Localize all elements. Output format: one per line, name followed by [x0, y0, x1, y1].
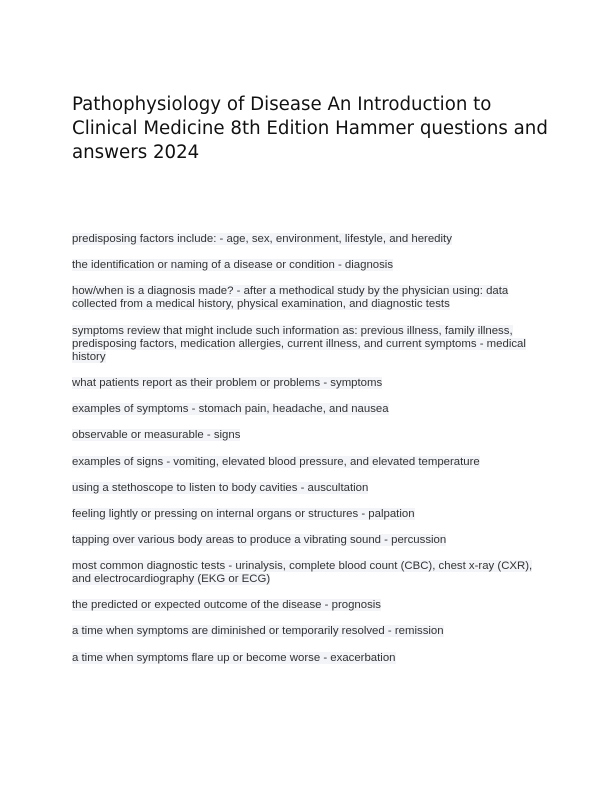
qa-item — [72, 377, 547, 390]
qa-item — [72, 625, 547, 638]
qa-item — [72, 560, 547, 587]
qa-text: the predicted or expected outcome of the disease - prognosis — [72, 599, 381, 612]
qa-text: a time when symptoms flare up or become worse - exacerbation — [72, 651, 396, 664]
qa-item — [72, 233, 547, 246]
qa-text: a time when symptoms are diminished or temporarily resolved - remission — [72, 625, 444, 638]
qa-text: observable or measurable - signs — [72, 429, 241, 442]
qa-text: most common diagnostic tests - urinalysis, complete blood count (CBC), chest x-ray (CXR), and electrocardiography (EKG or ECG) — [72, 559, 533, 586]
qa-text: examples of signs - vomiting, elevated blood pressure, and elevated temperature — [72, 455, 480, 468]
qa-text: predisposing factors include: - age, sex, environment, lifestyle, and heredity — [72, 233, 452, 245]
qa-item — [72, 325, 547, 365]
qa-list — [72, 233, 547, 678]
qa-text: what patients report as their problem or problems - symptoms — [72, 377, 383, 390]
qa-text: symptoms review that might include such information as: previous illness, family illness, predisposing factors, medication allergies, current illness, and current symptoms - medical history — [72, 324, 526, 364]
qa-item — [72, 599, 547, 612]
qa-text: feeling lightly or pressing on internal organs or structures - palpation — [72, 507, 415, 520]
qa-text: tapping over various body areas to produce a vibrating sound - percussion — [72, 533, 447, 546]
qa-item — [72, 652, 547, 665]
qa-text: the identification or naming of a disease or condition - diagnosis — [72, 259, 394, 272]
qa-item — [72, 456, 547, 469]
qa-text: using a stethoscope to listen to body cavities - auscultation — [72, 481, 369, 494]
qa-item — [72, 508, 547, 521]
qa-item — [72, 482, 547, 495]
qa-text: how/when is a diagnosis made? - after a methodical study by the physician using: data collected from a medical history, physical examination, and diagnostic tests — [72, 285, 509, 311]
qa-item — [72, 534, 547, 547]
qa-item — [72, 259, 547, 272]
document-title: Pathophysiology of Disease An Introduction to Clinical Medicine 8th Edition Hammer questions and answers 2024 — [72, 94, 548, 163]
qa-item — [72, 403, 547, 416]
qa-item — [72, 285, 547, 312]
qa-item — [72, 429, 547, 442]
qa-text: examples of symptoms - stomach pain, headache, and nausea — [72, 403, 389, 416]
